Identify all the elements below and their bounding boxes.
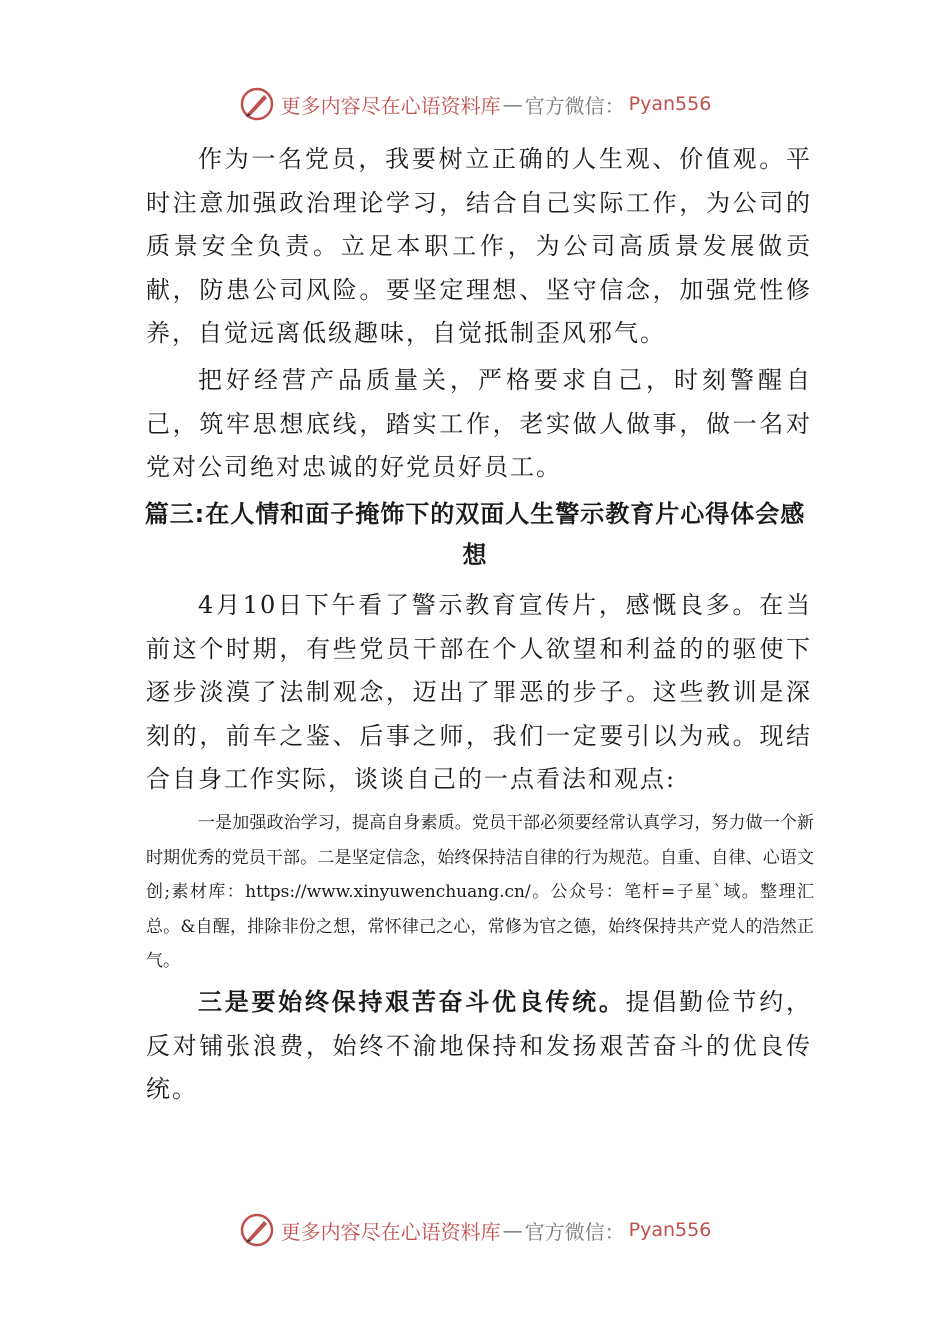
banner-wechat-id: Pyan556 xyxy=(628,93,712,115)
footer-banner-label: 官方微信： xyxy=(524,1219,625,1244)
footer-banner xyxy=(0,1210,950,1250)
paragraph-4: 一是加强政治学习，提高自身素质。党员干部必须要经常认真学习，努力做一个新时期优秀的党员干部。二是坚定信念，始终保持洁自律的行为规范。自重、自律、心语文创;素材库：https://www.xinyuwenchuang.cn/。公众号：笔杆=子星`域。整理汇总。&自醒，排除非份之想，常怀律己之心，常修为官之德，始终保持共产党人的浩然正气。 xyxy=(146,813,814,971)
paragraph-1-container xyxy=(146,138,812,356)
section-heading: 篇三:在人情和面子掩饰下的双面人生警示教育片心得体会感想 xyxy=(144,500,806,569)
pen-logo-icon xyxy=(239,1212,275,1248)
footer-banner-separator: — xyxy=(502,1218,523,1242)
paragraph-5-container xyxy=(146,980,812,1112)
paragraph-5-rest: 提倡勤俭节约，反对铺张浪费，始终不渝地保持和发扬艰苦奋斗的优良传统。 xyxy=(146,988,813,1103)
paragraph-5 xyxy=(146,980,812,1112)
paragraph-3: 4月10日下午看了警示教育宣传片，感慨良多。在当前这个时期，有些党员干部在个人欲望和利益的的驱使下逐步淡漠了法制观念，迈出了罪恶的步子。这些教训是深刻的，前车之鉴、后事之师，我们一定要引以为戒。现结合自身工作实际，谈谈自己的一点看法和观点: xyxy=(146,591,812,793)
paragraph-5-bold-lead: 三是要始终保持艰苦奋斗优良传统。 xyxy=(198,987,626,1016)
header-banner xyxy=(0,84,950,124)
footer-banner-wechat-id: Pyan556 xyxy=(628,1219,712,1241)
paragraph-3-container xyxy=(146,584,812,802)
paragraph-1: 作为一名党员，我要树立正确的人生观、价值观。平时注意加强政治理论学习，结合自己实际工作，为公司的质景安全负责。立足本职工作，为公司高质景发展做贡献，防患公司风险。要坚定理想、坚守信念，加强党性修养，自觉远离低级趣味，自觉抵制歪风邪气。 xyxy=(146,145,812,347)
paragraph-2-container xyxy=(146,359,812,490)
banner-separator: — xyxy=(502,92,523,116)
pen-logo-icon xyxy=(239,86,275,122)
footer-banner-text: 更多内容尽在心语资料库 xyxy=(280,1219,501,1244)
banner-text: 更多内容尽在心语资料库 xyxy=(280,93,501,118)
paragraph-2: 把好经营产品质量关，严格要求自己，时刻警醒自己，筑牢思想底线，踏实工作，老实做人做事，做一名对党对公司绝对忠诚的好党员好员工。 xyxy=(146,366,812,481)
banner-label: 官方微信： xyxy=(524,93,625,118)
